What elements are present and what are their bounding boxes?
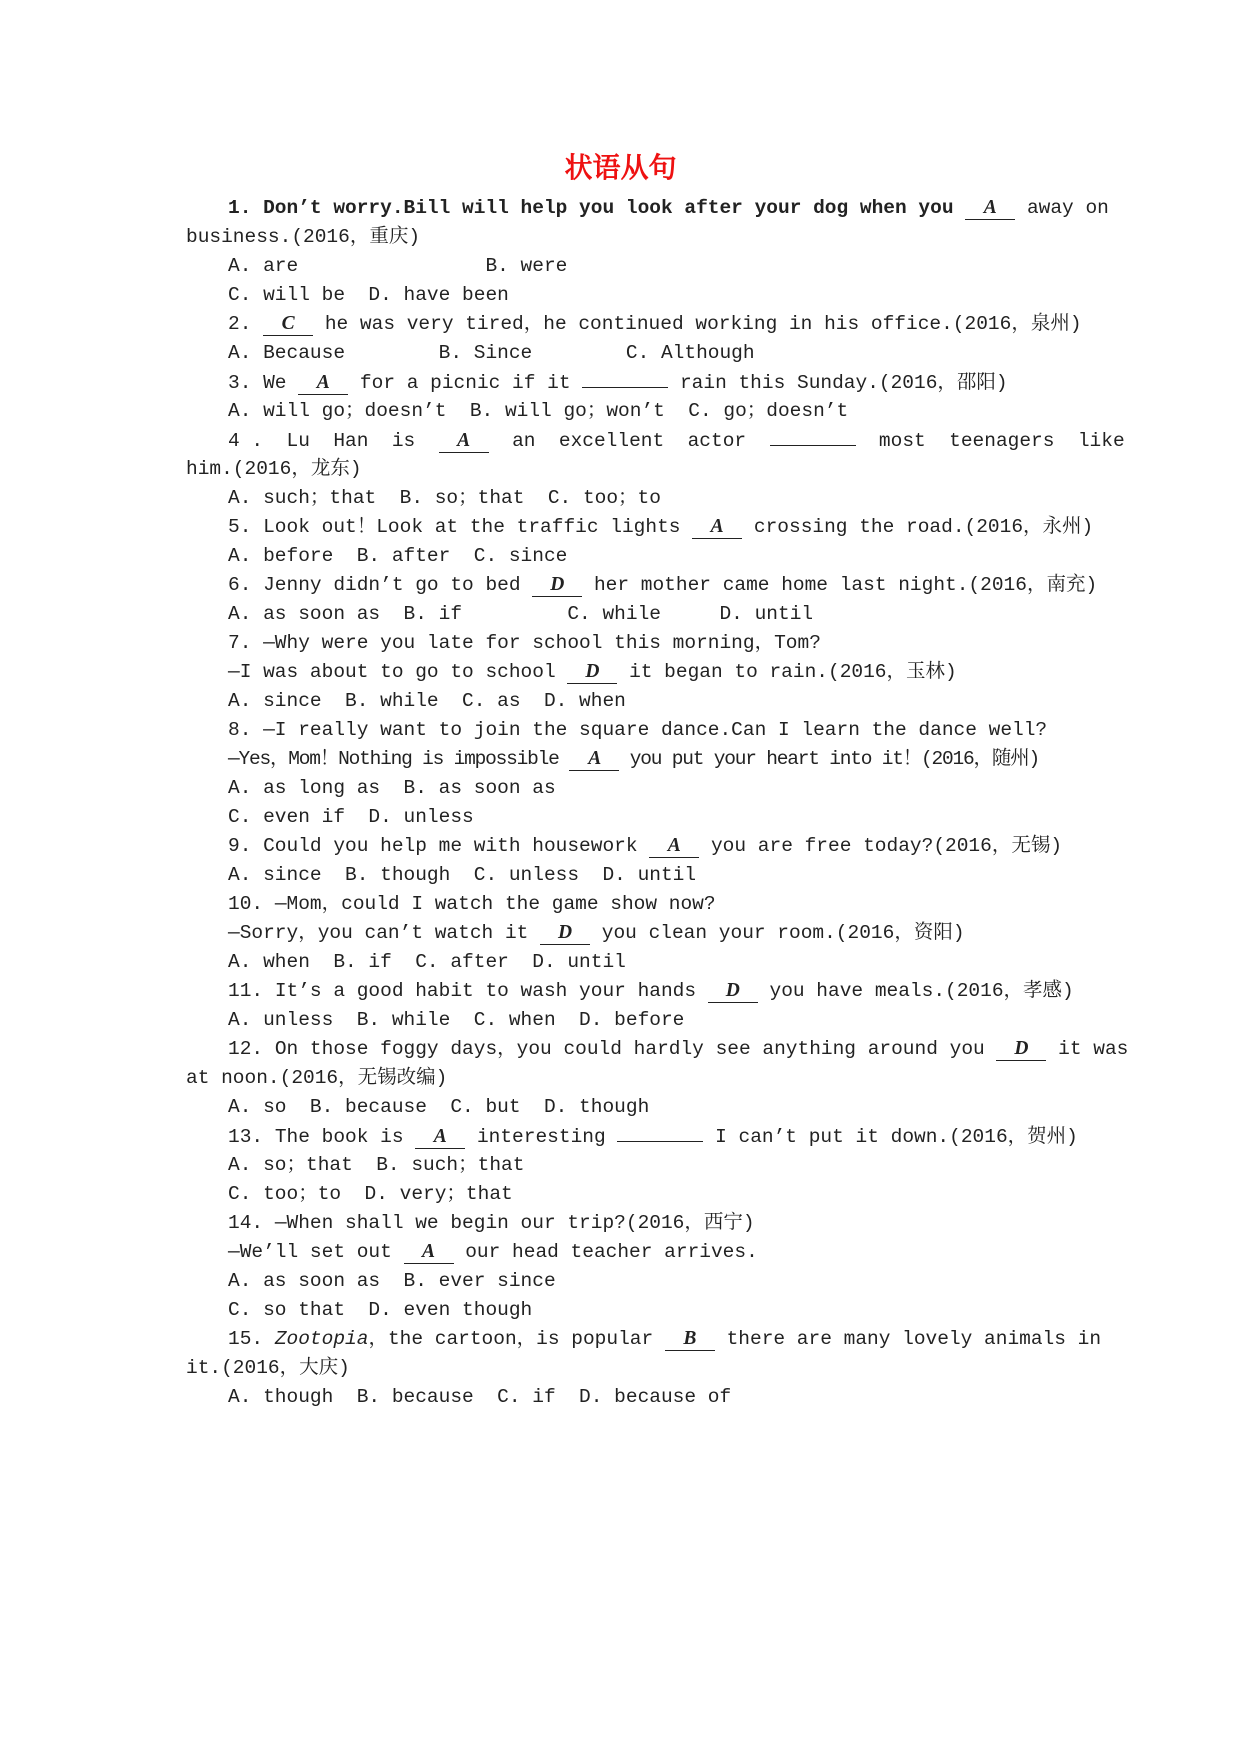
options-6: A. as soon as B. if C. while D. until bbox=[228, 603, 814, 625]
options-15: A. though B. because C. if D. because of bbox=[228, 1386, 732, 1408]
answer-13: A bbox=[415, 1126, 465, 1149]
options-9: A. since B. though C. unless D. until bbox=[228, 864, 697, 886]
question-4-cont: him.(2016，龙东) bbox=[186, 458, 362, 480]
options-8b: C. even if D. unless bbox=[228, 806, 474, 828]
answer-14: A bbox=[404, 1241, 454, 1264]
question-14-line2: —We’ll set out A our head teacher arrives. bbox=[228, 1241, 758, 1263]
answer-9: A bbox=[649, 835, 699, 858]
question-8-line2: —Yes，Mom！Nothing is impossible A you put your heart into it！(2016，随州) bbox=[228, 748, 1039, 770]
options-13b: C. too；to D. very；that bbox=[228, 1183, 513, 1205]
options-12: A. so B. because C. but D. though bbox=[228, 1096, 650, 1118]
options-5: A. before B. after C. since bbox=[228, 545, 568, 567]
answer-5: A bbox=[692, 516, 742, 539]
question-3: 3. We A for a picnic if it rain this Sunday.(2016，邵阳) bbox=[228, 369, 1008, 396]
question-12: 12. On those foggy days，you could hardly see anything around you D it was bbox=[228, 1038, 1129, 1060]
options-1a: A. are B. were bbox=[228, 255, 568, 277]
answer-3: A bbox=[298, 372, 348, 395]
question-10: 10. —Mom，could I watch the game show now? bbox=[228, 893, 716, 915]
question-13: 13. The book is A interesting I can’t put it down.(2016，贺州) bbox=[228, 1123, 1078, 1150]
question-7-line2: —I was about to go to school D it began to rain.(2016，玉林) bbox=[228, 661, 957, 683]
options-2: A. Because B. Since C. Although bbox=[228, 342, 755, 364]
answer-11: D bbox=[708, 980, 758, 1003]
answer-8: A bbox=[569, 748, 619, 771]
question-15-cont: it.(2016，大庆) bbox=[186, 1357, 350, 1379]
question-1-cont: business.(2016，重庆) bbox=[186, 226, 421, 248]
question-7: 7. —Why were you late for school this morning，Tom? bbox=[228, 632, 821, 654]
options-7: A. since B. while C. as D. when bbox=[228, 690, 626, 712]
answer-1: A bbox=[965, 197, 1015, 220]
question-11: 11. It’s a good habit to wash your hands D you have meals.(2016，孝感) bbox=[228, 980, 1074, 1002]
answer-4: A bbox=[439, 430, 489, 453]
options-3: A. will go；doesn’t B. will go；won’t C. go；doesn’t bbox=[228, 400, 849, 422]
question-9: 9. Could you help me with housework A you are free today?(2016，无锡) bbox=[228, 835, 1063, 857]
question-2: 2. C he was very tired，he continued working in his office.(2016，泉州) bbox=[228, 313, 1082, 335]
answer-2: C bbox=[263, 313, 313, 336]
options-8a: A. as long as B. as soon as bbox=[228, 777, 556, 799]
answer-6: D bbox=[532, 574, 582, 597]
answer-7: D bbox=[567, 661, 617, 684]
options-4: A. such；that B. so；that C. too；to bbox=[228, 487, 661, 509]
question-5: 5. Look out！Look at the traffic lights A crossing the road.(2016，永州) bbox=[228, 516, 1094, 538]
question-10-line2: —Sorry，you can’t watch it D you clean your room.(2016，资阳) bbox=[228, 922, 965, 944]
question-6: 6. Jenny didn’t go to bed D her mother came home last night.(2016，南充) bbox=[228, 574, 1098, 596]
question-1: 1. Don’t worry.Bill will help you look after your dog when you A away on bbox=[228, 197, 1109, 219]
question-12-cont: at noon.(2016，无锡改编) bbox=[186, 1067, 448, 1089]
question-15: 15. Zootopia，the cartoon，is popular B there are many lovely animals in bbox=[228, 1328, 1102, 1350]
blank-4 bbox=[770, 427, 856, 446]
blank-3 bbox=[582, 369, 668, 388]
options-14b: C. so that D. even though bbox=[228, 1299, 533, 1321]
answer-15: B bbox=[665, 1328, 715, 1351]
options-14a: A. as soon as B. ever since bbox=[228, 1270, 556, 1292]
question-14: 14. —When shall we begin our trip?(2016，西宁) bbox=[228, 1212, 755, 1234]
options-1b: C. will be D. have been bbox=[228, 284, 509, 306]
options-11: A. unless B. while C. when D. before bbox=[228, 1009, 685, 1031]
options-13a: A. so；that B. such；that bbox=[228, 1154, 525, 1176]
blank-13 bbox=[617, 1123, 703, 1142]
answer-12: D bbox=[996, 1038, 1046, 1061]
question-4: 4 . Lu Han is A an excellent actor most teenagers like bbox=[228, 427, 1125, 454]
question-8: 8. —I really want to join the square dance.Can I learn the dance well? bbox=[228, 719, 1048, 741]
answer-10: D bbox=[540, 922, 590, 945]
page-title: 状语从句 bbox=[564, 151, 677, 184]
options-10: A. when B. if C. after D. until bbox=[228, 951, 626, 973]
